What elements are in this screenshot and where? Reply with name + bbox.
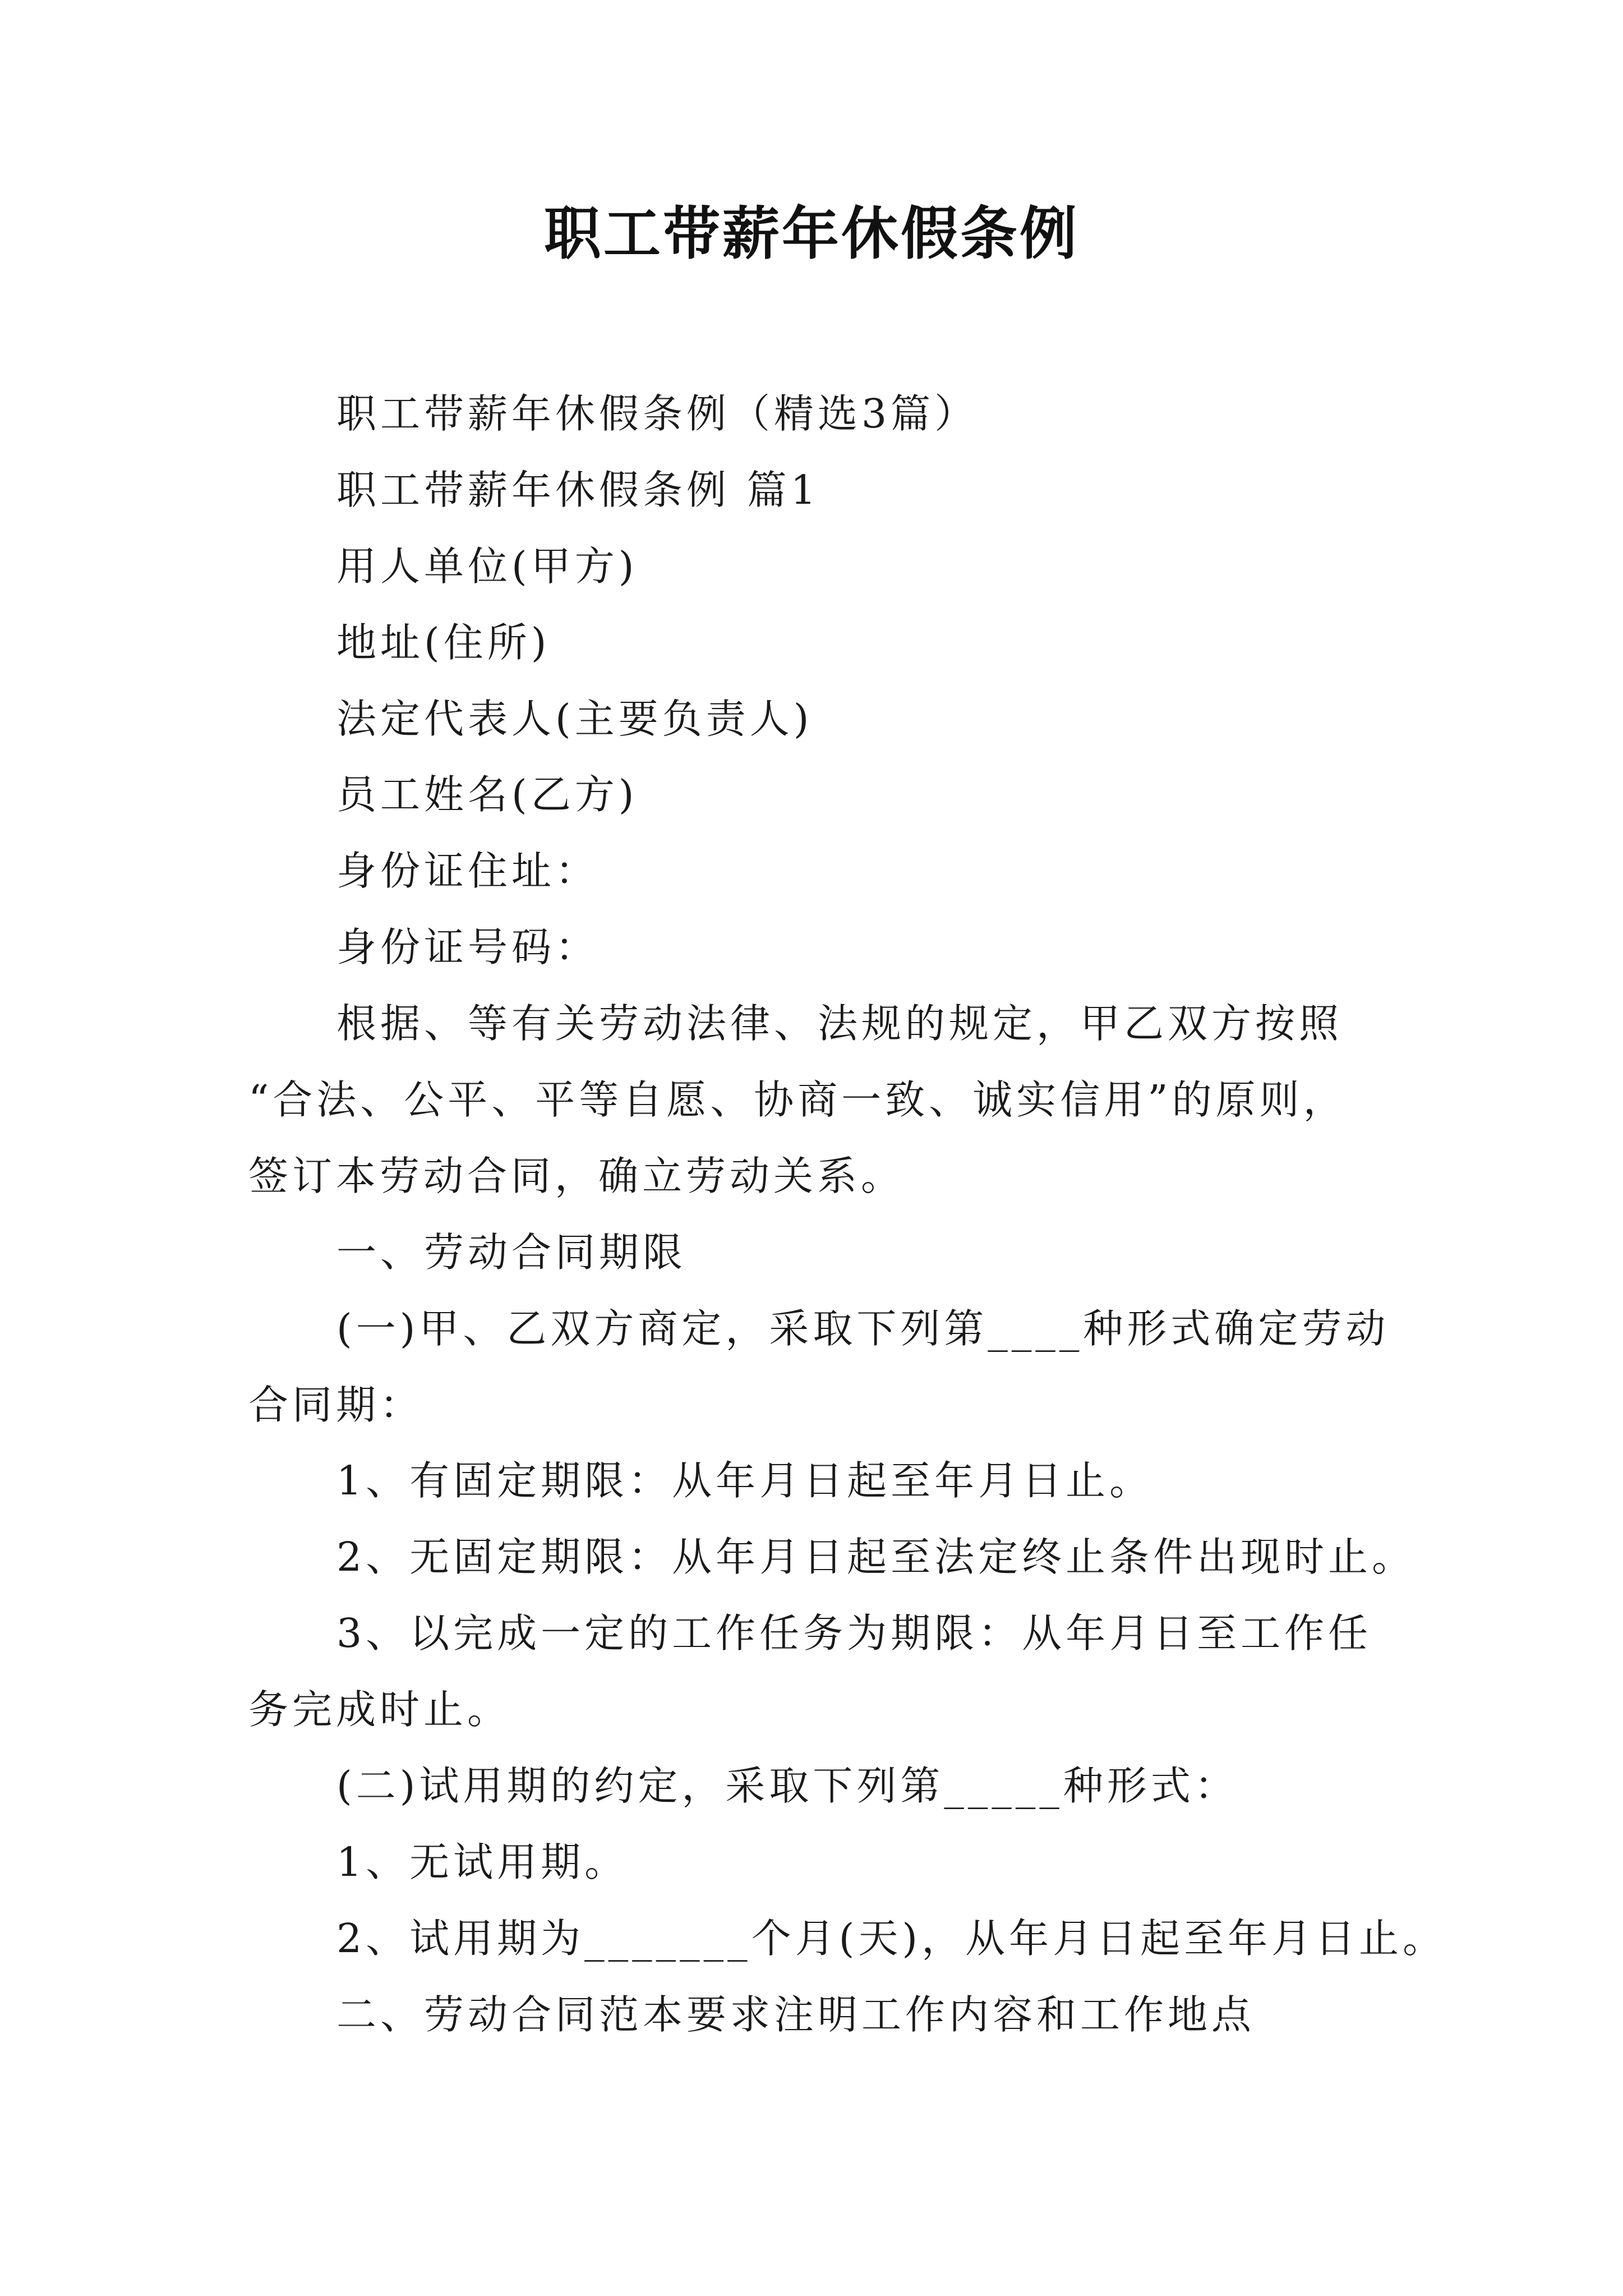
paragraph-line: 职工带薪年休假条例（精选3篇）: [336, 390, 979, 437]
document-title: 职工带薪年休假条例: [544, 200, 1079, 268]
paragraph-line: (一)甲、乙双方商定，采取下列第____种形式确定劳动: [336, 1305, 1390, 1352]
paragraph-line: 身份证号码：: [336, 924, 600, 971]
paragraph-line: “合法、公平、平等自愿、协商一致、诚实信用”的原则，: [248, 1076, 1347, 1124]
paragraph-line: 1、有固定期限：从年月日起至年月日止。: [336, 1457, 1154, 1504]
paragraph-line: 职工带薪年休假条例 篇1: [336, 466, 820, 513]
document-body: [248, 376, 1482, 2053]
paragraph-line: 根据、等有关劳动法律、法规的规定，甲乙双方按照: [336, 1000, 1343, 1047]
paragraph-line: 用人单位(甲方): [336, 542, 638, 590]
paragraph-subtitle: [248, 376, 1482, 452]
field-legal-representative: [248, 681, 1482, 757]
field-id-number: [248, 909, 1482, 986]
paragraph-line: (二)试用期的约定，采取下列第_____种形式：: [336, 1763, 1238, 1810]
paragraph-preamble: [248, 986, 1482, 1214]
field-id-address: [248, 833, 1482, 909]
paragraph-line: 2、无固定期限：从年月日起至法定终止条件出现时止。: [336, 1534, 1416, 1581]
paragraph-section-heading: [248, 452, 1482, 528]
paragraph-line: 地址(住所): [336, 619, 551, 666]
field-employer: [248, 528, 1482, 605]
field-address: [248, 605, 1482, 681]
paragraph-line: 法定代表人(主要负责人): [336, 695, 813, 742]
paragraph-line: 2、试用期为_______个月(天)，从年月日起至年月日止。: [336, 1915, 1447, 1962]
list-item-task-term: [248, 1595, 1482, 1748]
list-item-fixed-term: [248, 1443, 1482, 1519]
paragraph-line: 员工姓名(乙方): [336, 771, 638, 818]
paragraph-line: 务完成时止。: [248, 1686, 511, 1733]
section-heading-work-content: [248, 1977, 1482, 2053]
paragraph-line: 一、劳动合同期限: [336, 1228, 687, 1276]
list-item-probation-period: [248, 1901, 1482, 1977]
paragraph-term-form: [248, 1291, 1482, 1443]
paragraph-line: 签订本劳动合同，确立劳动关系。: [248, 1152, 905, 1199]
paragraph-probation-form: [248, 1748, 1482, 1824]
list-item-open-term: [248, 1519, 1482, 1595]
field-employee-name: [248, 757, 1482, 833]
section-heading-contract-term: [248, 1214, 1482, 1291]
paragraph-line: 合同期：: [248, 1381, 424, 1428]
paragraph-line: 二、劳动合同范本要求注明工作内容和工作地点: [336, 1991, 1256, 2038]
paragraph-line: 身份证住址：: [336, 848, 600, 895]
list-item-no-probation: [248, 1824, 1482, 1901]
paragraph-line: 1、无试用期。: [336, 1838, 629, 1885]
paragraph-line: 3、以完成一定的工作任务为期限：从年月日至工作任: [336, 1610, 1372, 1657]
